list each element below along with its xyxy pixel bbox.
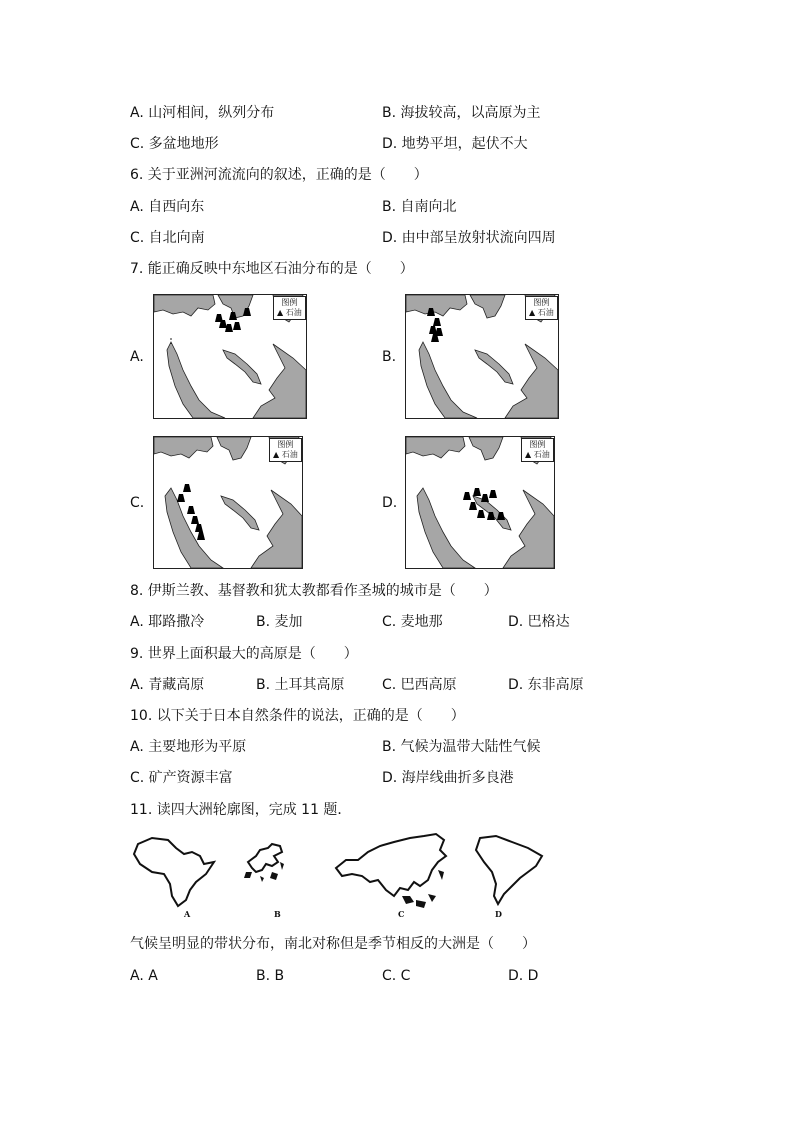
q6-option-c: C. 自北向南	[130, 230, 205, 246]
q7-label-b: B.	[382, 349, 397, 365]
map-option-b	[405, 294, 559, 419]
q6-option-a: A. 自西向东	[130, 199, 205, 215]
q11-stem: 11. 读四大洲轮廓图，完成 11 题．	[130, 802, 352, 818]
q5-option-b: B. 海拔较高，以高原为主	[382, 105, 541, 121]
oil-marker-icon	[477, 510, 485, 518]
legend-title: 图例	[533, 298, 550, 307]
q7-label-c: C.	[130, 495, 145, 511]
q8-option-b: B. 麦加	[256, 614, 303, 630]
q6-stem: 6. 关于亚洲河流流向的叙述，正确的是（ ）	[130, 167, 428, 183]
continent-d-south-america	[472, 834, 548, 908]
oil-marker-icon	[489, 490, 497, 498]
q9-option-c: C. 巴西高原	[382, 677, 457, 693]
map-option-c	[153, 436, 303, 569]
legend-item: ▲ 石油	[529, 308, 554, 317]
legend-item-label: 石油	[281, 450, 298, 459]
q10-option-d: D. 海岸线曲折多良港	[382, 770, 514, 786]
oil-marker-icon	[481, 494, 489, 502]
q9-option-b: B. 土耳其高原	[256, 677, 345, 693]
q8-option-d: D. 巴格达	[508, 614, 570, 630]
q10-stem: 10. 以下关于日本自然条件的说法，正确的是（ ）	[130, 708, 465, 724]
q6-option-b: B. 自南向北	[382, 199, 457, 215]
q11-option-b: B. B	[256, 968, 285, 984]
oil-marker-icon	[473, 488, 481, 496]
q11-option-c: C. C	[382, 968, 411, 984]
q10-option-c: C. 矿产资源丰富	[130, 770, 233, 786]
oil-marker-icon	[187, 506, 195, 514]
continent-c-caption: C	[398, 909, 405, 919]
continent-d-caption: D	[495, 909, 502, 919]
q6-option-d: D. 由中部呈放射状流向四周	[382, 230, 556, 246]
oil-marker-icon	[233, 322, 241, 330]
oil-marker-icon	[469, 502, 477, 510]
oil-marker-icon	[463, 492, 471, 500]
q11-option-a: A. A	[130, 968, 158, 984]
q7-label-a: A.	[130, 349, 144, 365]
legend-item-label: 石油	[285, 308, 302, 317]
oil-marker-icon	[429, 326, 437, 334]
q8-option-a: A. 耶路撒冷	[130, 614, 205, 630]
oil-marker-icon	[177, 494, 185, 502]
q10-option-b: B. 气候为温带大陆性气候	[382, 739, 541, 755]
continent-b-caption: B	[274, 909, 281, 919]
map-option-a	[153, 294, 307, 419]
oil-marker-icon	[433, 318, 441, 326]
q5-option-d: D. 地势平坦，起伏不大	[382, 136, 528, 152]
q5-option-a: A. 山河相间，纵列分布	[130, 105, 275, 121]
oil-marker-icon	[197, 532, 205, 540]
oil-marker-icon	[497, 512, 505, 520]
continent-a-africa	[130, 834, 220, 909]
legend-item: ▲ 石油	[525, 450, 550, 459]
q8-stem: 8. 伊斯兰教、基督教和犹太教都看作圣城的城市是（ ）	[130, 583, 498, 599]
q11-question: 气候呈明显的带状分布，南北对称但是季节相反的大洲是（ ）	[130, 936, 536, 952]
oil-marker-icon	[487, 512, 495, 520]
legend-item-label: 石油	[533, 450, 550, 459]
q7-label-d: D.	[382, 495, 398, 511]
q10-option-a: A. 主要地形为平原	[130, 739, 247, 755]
q8-option-c: C. 麦地那	[382, 614, 443, 630]
legend-title: 图例	[277, 440, 294, 449]
legend-item: ▲ 石油	[273, 450, 298, 459]
legend-title: 图例	[281, 298, 298, 307]
q7-stem: 7. 能正确反映中东地区石油分布的是（ ）	[130, 261, 414, 277]
q11-option-d: D. D	[508, 968, 539, 984]
continent-c-asia	[332, 830, 452, 912]
q9-option-d: D. 东非高原	[508, 677, 584, 693]
legend-title: 图例	[529, 440, 546, 449]
oil-marker-icon	[191, 516, 199, 524]
legend-item: ▲ 石油	[277, 308, 302, 317]
oil-marker-icon	[427, 308, 435, 316]
map-option-d	[405, 436, 555, 569]
q9-stem: 9. 世界上面积最大的高原是（ ）	[130, 646, 358, 662]
oil-marker-icon	[195, 524, 203, 532]
oil-marker-icon	[229, 312, 237, 320]
oil-marker-icon	[183, 484, 191, 492]
q5-option-c: C. 多盆地地形	[130, 136, 219, 152]
q9-option-a: A. 青藏高原	[130, 677, 205, 693]
legend-item-label: 石油	[537, 308, 554, 317]
continent-b-europe	[242, 842, 288, 890]
oil-marker-icon	[243, 308, 251, 316]
continent-a-caption: A	[184, 909, 191, 919]
